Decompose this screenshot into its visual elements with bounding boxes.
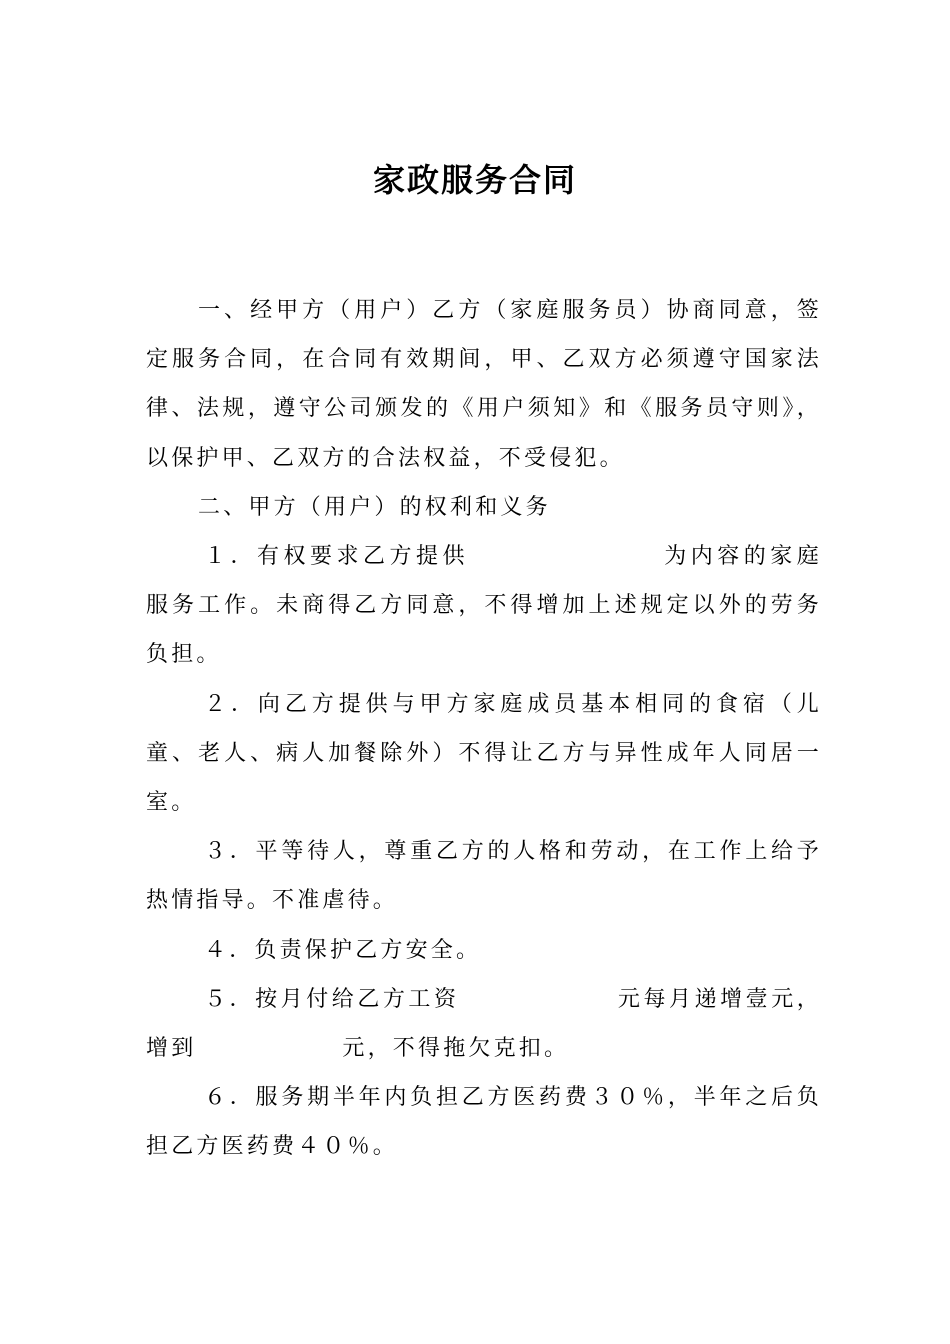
- clause-1: [146, 532, 822, 680]
- clause-1-text-after: 为内容的家庭服务工作。未商得乙方同意，不得增加上述规定以外的劳务负担。: [146, 544, 822, 668]
- clause-2: ２．向乙方提供与甲方家庭成员基本相同的食宿（儿童、老人、病人加餐除外）不得让乙方与异性成年人同居一室。: [146, 691, 822, 816]
- clause-4: ４．负责保护乙方安全。: [204, 937, 482, 963]
- clause-1-text-before: １．有权要求乙方提供: [204, 544, 469, 570]
- document-title: 家政服务合同: [372, 161, 577, 199]
- clause-3: ３．平等待人，尊重乙方的人格和劳动，在工作上给予热情指导。不准虐待。: [146, 839, 822, 914]
- clause-6: ６．服务期半年内负担乙方医药费３０％，半年之后负担乙方医药费４０％。: [146, 1085, 822, 1160]
- clause-5-text-before: ５．按月付给乙方工资: [204, 986, 460, 1012]
- clause-5: [146, 975, 822, 1073]
- document-body: [146, 286, 822, 1172]
- clause-5-text-after: 元，不得拖欠克扣。: [342, 1036, 570, 1062]
- clause-5-text-middle: 元每月递增壹元，增到: [146, 986, 822, 1062]
- section-1-paragraph: 一、经甲方（用户）乙方（家庭服务员）协商同意，签定服务合同，在合同有效期间，甲、乙双方必须遵守国家法律、法规，遵守公司颁发的《用户须知》和《服务员守则》，以保护甲、乙双方的合法权益，不受侵犯。: [146, 298, 822, 471]
- section-2-heading: 二、甲方（用户）的权利和义务: [198, 494, 551, 520]
